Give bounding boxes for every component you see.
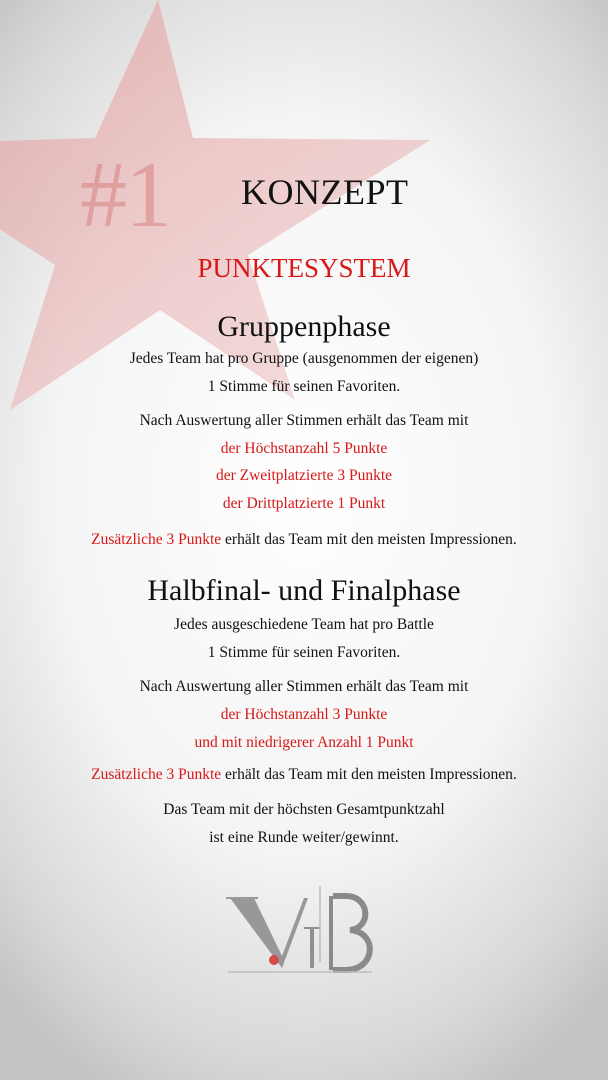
final-phase-closing-2: ist eine Runde weiter/gewinnt.	[209, 829, 399, 846]
final-phase-bonus-highlight: Zusätzliche 3 Punkte	[91, 766, 222, 783]
group-phase-heading: Gruppenphase	[217, 310, 391, 343]
group-phase-line-3: Nach Auswertung aller Stimmen erhält das Team mit	[139, 412, 469, 429]
vfb-logo-icon	[222, 882, 382, 974]
page-subtitle: PUNKTESYSTEM	[197, 253, 411, 283]
final-phase-bonus-text: erhält das Team mit den meisten Impressionen.	[221, 766, 517, 783]
final-phase-rank-2: und mit niedrigerer Anzahl 1 Punkt	[194, 734, 414, 751]
final-phase-line-3: Nach Auswertung aller Stimmen erhält das Team mit	[139, 678, 469, 695]
page-title: KONZEPT	[241, 172, 409, 212]
final-phase-rank-1: der Höchstanzahl 3 Punkte	[220, 706, 388, 723]
group-phase-bonus	[0, 530, 608, 550]
group-phase-rank-3: der Drittplatzierte 1 Punkt	[222, 495, 386, 512]
group-phase-bonus-text: erhält das Team mit den meisten Impressionen.	[221, 531, 517, 548]
final-phase-bonus	[0, 765, 608, 785]
group-phase-rank-2: der Zweitplatzierte 3 Punkte	[215, 467, 393, 484]
group-phase-line-2: 1 Stimme für seinen Favoriten.	[207, 378, 401, 395]
final-phase-line-2: 1 Stimme für seinen Favoriten.	[207, 644, 401, 661]
section-number: #1	[80, 143, 170, 247]
final-phase-line-1: Jedes ausgeschiedene Team hat pro Battle	[174, 616, 434, 633]
final-phase-closing-1: Das Team mit der höchsten Gesamtpunktzahl	[163, 801, 445, 818]
final-phase-heading: Halbfinal- und Finalphase	[147, 574, 461, 607]
group-phase-bonus-highlight: Zusätzliche 3 Punkte	[91, 531, 222, 548]
group-phase-rank-1: der Höchstanzahl 5 Punkte	[220, 440, 388, 457]
group-phase-line-1: Jedes Team hat pro Gruppe (ausgenommen der eigenen)	[129, 350, 479, 367]
